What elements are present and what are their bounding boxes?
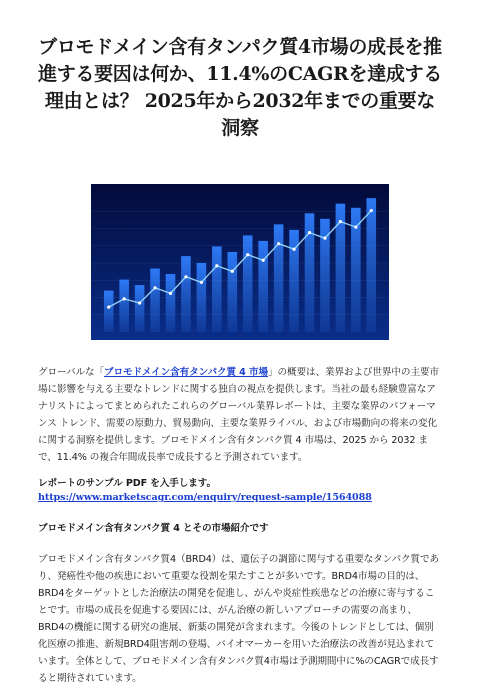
trend-point [169, 292, 172, 295]
market-growth-illustration [91, 184, 389, 340]
illustration-bar [119, 280, 129, 332]
illustration-bar [258, 241, 268, 332]
trend-point [153, 286, 156, 289]
trend-point [308, 231, 311, 234]
illustration-bar [366, 198, 376, 332]
trend-point [231, 270, 234, 273]
intro-suffix: 」の概要は、業界および世界中の主要市場に影響を与える主要なトレンドに関する独自の視点を提供します。当社の最も経験豊富なアナリストによってまとめられたこれらのグローバル業界レポートは、主要な業界のパフォーマンス トレンド、需要の原動力、貿易動向、主要な業界ライバル、および市場動向の将来の変化に関する洞察を提供します。ブロモドメイン含有タンパク質 4 市場は、2025 から 2032 まで、11.4% の複合年間成長率で成長すると予測されています。 [38, 367, 439, 463]
section-heading: ブロモドメイン含有タンパク質 4 とその市場紹介です [38, 523, 269, 534]
trend-point [370, 209, 373, 212]
trend-point [262, 259, 265, 262]
page-title: ブロモドメイン含有タンパク質4市場の成長を推進する要因は何か、11.4%のCAGRを達成する理由とは？ 2025年から2032年までの重要な洞察 [38, 36, 443, 139]
illustration-bar [212, 246, 222, 332]
illustration-bar [166, 274, 176, 332]
sample-label: レポートのサンプル PDF を入手します。 [38, 478, 216, 489]
illustration-bar [197, 263, 207, 332]
trend-point [277, 242, 280, 245]
trend-point [215, 264, 218, 267]
trend-point [339, 220, 342, 223]
illustration-bar [274, 224, 284, 332]
trend-point [292, 248, 295, 251]
market-report-link[interactable]: ブロモドメイン含有タンパク質 4 市場 [103, 367, 268, 378]
trend-point [200, 281, 203, 284]
trend-point [184, 275, 187, 278]
illustration-bar [135, 285, 145, 332]
illustration-bar [150, 269, 160, 332]
trend-point [354, 226, 357, 229]
illustration-bar [227, 252, 237, 332]
illustration-bar [243, 235, 253, 332]
intro-paragraph [38, 364, 442, 466]
trend-point [323, 237, 326, 240]
trend-point [138, 301, 141, 304]
sample-request [38, 477, 442, 505]
intro-prefix: グローバルな「 [38, 367, 104, 378]
illustration-bar [320, 219, 330, 332]
sample-pdf-link[interactable]: https://www.marketscagr.com/enquiry/request-sample/1564088 [38, 492, 372, 503]
trend-point [123, 297, 126, 300]
illustration-bar [181, 256, 191, 332]
illustration-bar [104, 291, 114, 332]
trend-point [246, 253, 249, 256]
trend-point [107, 306, 110, 309]
body-paragraph: ブロモドメイン含有タンパク質4（BRD4）は、遺伝子の調節に関与する重要なタンパク質であり、発癌性や他の疾患において重要な役割を果たすことが多いです。BRD4市場の目的は、BRD4をターゲットとした治療法の開発を促進し、がんや炎症性疾患などの治療に寄与することです。市場の成長を促進する要因には、がん治療の新しいアプローチの需要の高まり、BRD4の機能に関する研究の進展、新薬の開発が含まれます。今後のトレンドとしては、個別化医療の推進、新規BRD4阻害剤の登場、バイオマーカーを用いた治療法の改善が見込まれています。全体として、ブロモドメイン含有タンパク質4市場は予測期間中に%のCAGRで成長すると期待されています。 [38, 554, 439, 684]
